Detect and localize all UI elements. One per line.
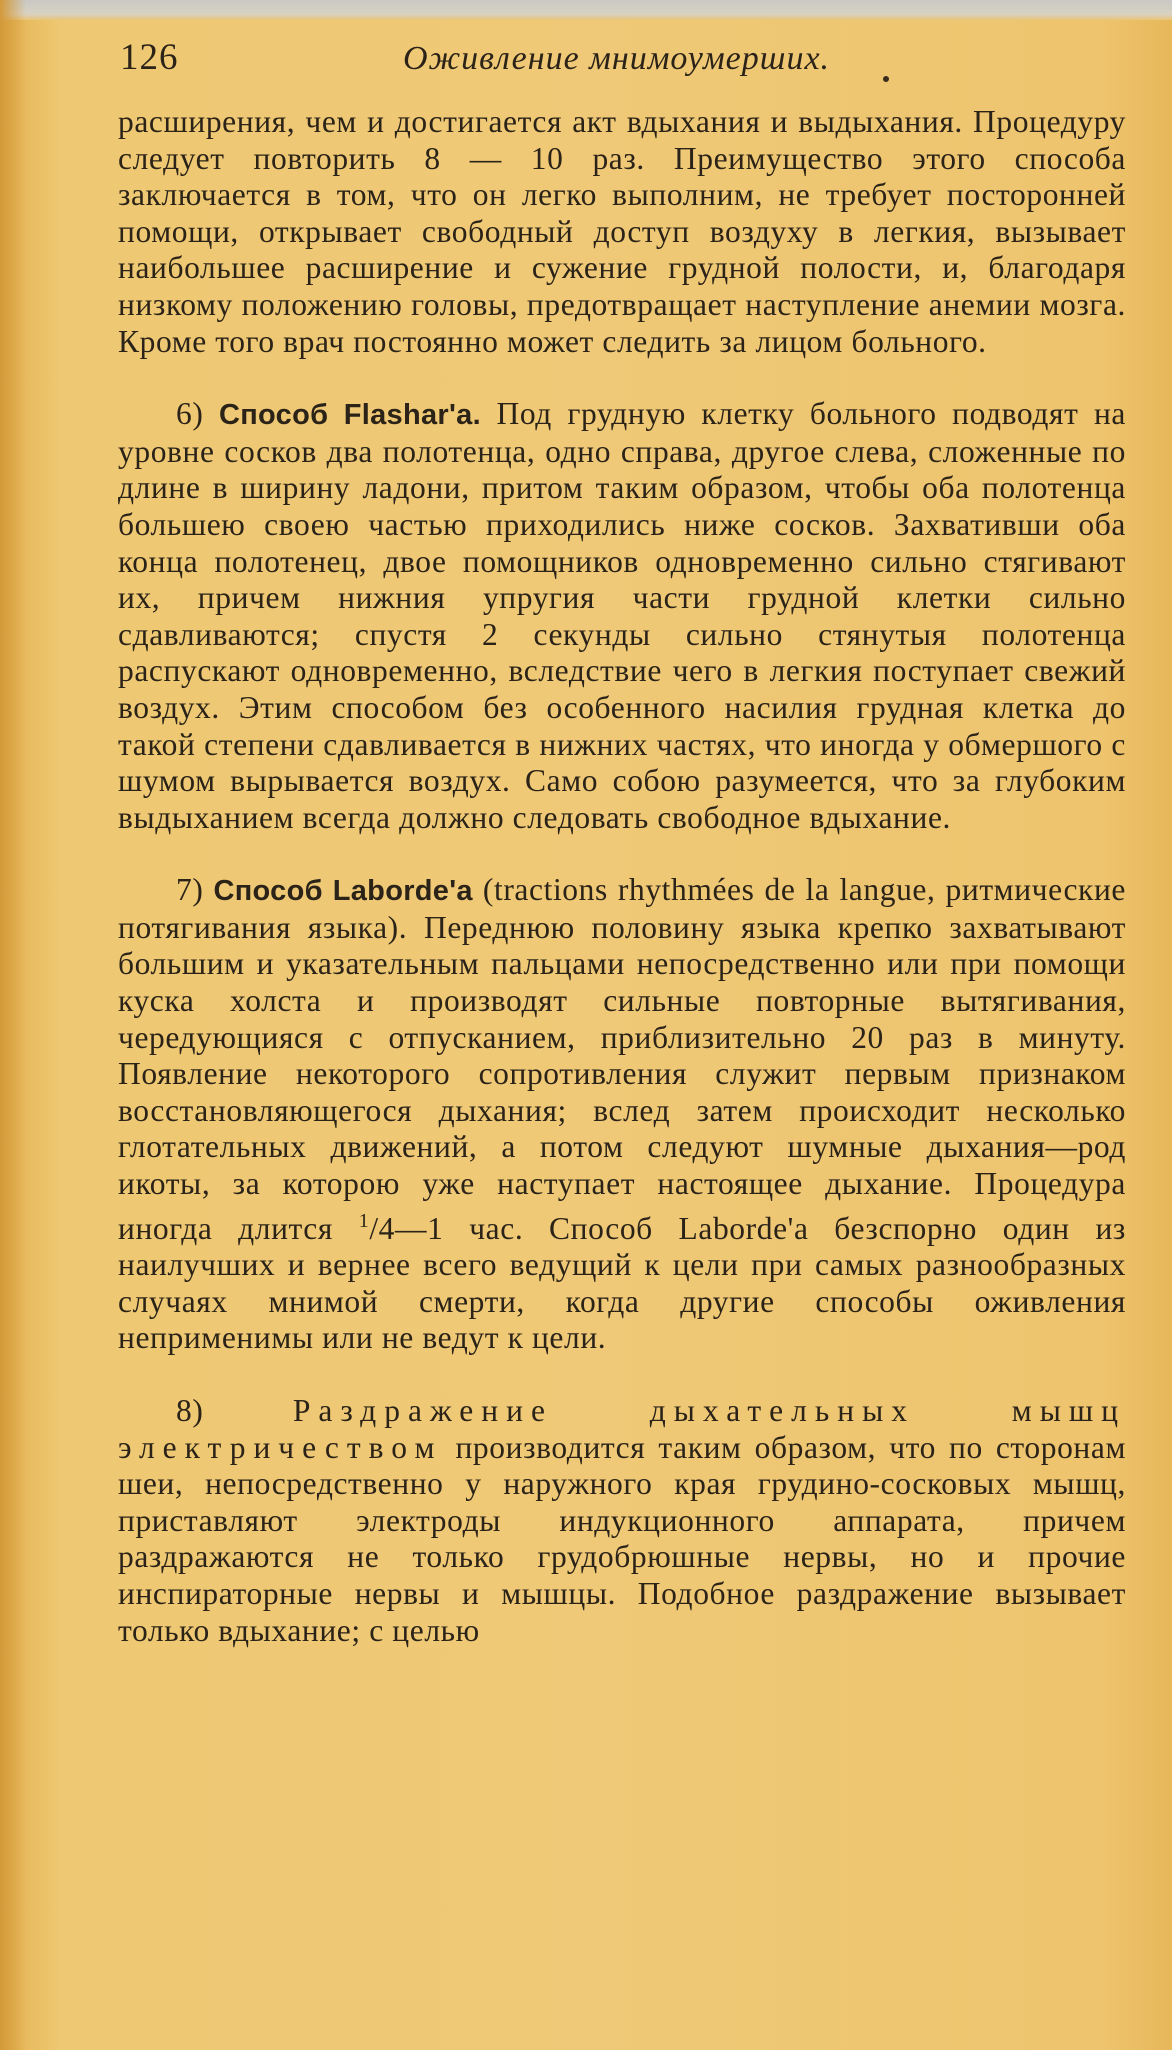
method-heading: Способ Laborde'a (213, 875, 473, 908)
fraction (359, 1211, 524, 1246)
ink-speck (883, 76, 889, 82)
fraction-numerator: 1 (358, 1209, 370, 1232)
item-number: 7) (176, 872, 204, 908)
page-number: 126 (120, 37, 179, 78)
paragraph-method-8 (118, 1393, 1126, 1649)
scan-top-edge (0, 0, 1172, 20)
page-left-shadow (0, 0, 26, 2050)
paragraph-method-7 (118, 872, 1126, 1357)
paragraph-continuation (118, 104, 1126, 360)
paragraph-text-continued: Способ Laborde'a безспорно один из наилучших и вернее всего ведущий к цели при самых разнообразных случаях мнимой смерти, когда другие способы оживления неприменимы или не ведут к цели. (118, 1210, 1126, 1356)
running-title: Оживление мнимоумерших. (403, 40, 831, 77)
page-header (118, 34, 1078, 90)
paragraph-text: расширения, чем и достигается акт вдыхания и выдыхания. Процедуру следует повторить 8 — 10 раз. Преимущество этого способа заключается в том, что он легко выполним, не требует посторонней помощи, открывает свободный доступ воздуху в легкия, вызывает наибольшее расширение и сужение грудной полости, и, благодаря низкому положению головы, предотвращает наступление анемии мозга. Кроме того врач постоянно может следить за лицом больного. (118, 104, 1126, 359)
paragraph-text: Под грудную клетку больного подводят на уровне сосков два полотенца, одно справа, другое слева, сложенные по длине в ширину ладони, притом таким образом, чтобы оба полотенца большею своею частью приходились ниже сосков. Захвативши оба конца полотенец, двое помощников одновременно сильно стягивают их, причем нижния упругия части грудной клетки сильно сдавливаются; спустя 2 секунды сильно стянутыя полотенца распускают одновременно, вследствие чего в легкия поступает свежий воздух. Этим способом без особенного насилия грудная клетка до такой степени сдавливается в нижних частях, что иногда у обмершого с шумом вырывается воздух. Само собою разумеется, что за глубоким выдыханием всегда должно следовать свободное вдыхание. (118, 396, 1126, 835)
body-text (118, 104, 1126, 1649)
paragraph-text: производится таким образом, что по сторонам шеи, непосредственно у наружного края грудино-сосковых мышц, приставляют электроды индукционного аппарата, причем раздражаются не только грудобрюшные нервы, но и прочие инспираторные нервы и мышцы. Подобное раздражение вызывает только вдыхание; с целью (118, 1429, 1126, 1648)
paragraph-method-6 (118, 396, 1126, 836)
fraction-rest: /4—1 час. (369, 1210, 524, 1246)
method-heading: Способ Flashar'a. (218, 399, 481, 432)
paragraph-text: (tractions rhythmées de la langue, ритмические потягивания языка). Переднюю половину языка крепко захватывают большим и указательным пальцами непосредственно или при помощи куска холста и производят сильные повторные вытягивания, чередующияся с отпусканием, приблизительно 20 раз в минуту. Появление некоторого сопротивления служит первым признаком восстановляющегося дыхания; вслед затем происходит несколько глотательных движений, а потом следуют шумные дыхания—род икоты, за которою уже наступает настоящее дыхание. Процедура иногда длится (118, 872, 1127, 1246)
item-number: 6) (176, 396, 204, 432)
item-number: 8) (176, 1393, 204, 1428)
spaced-heading: Раздражение дыхательных мышц электричеством (118, 1393, 1126, 1465)
